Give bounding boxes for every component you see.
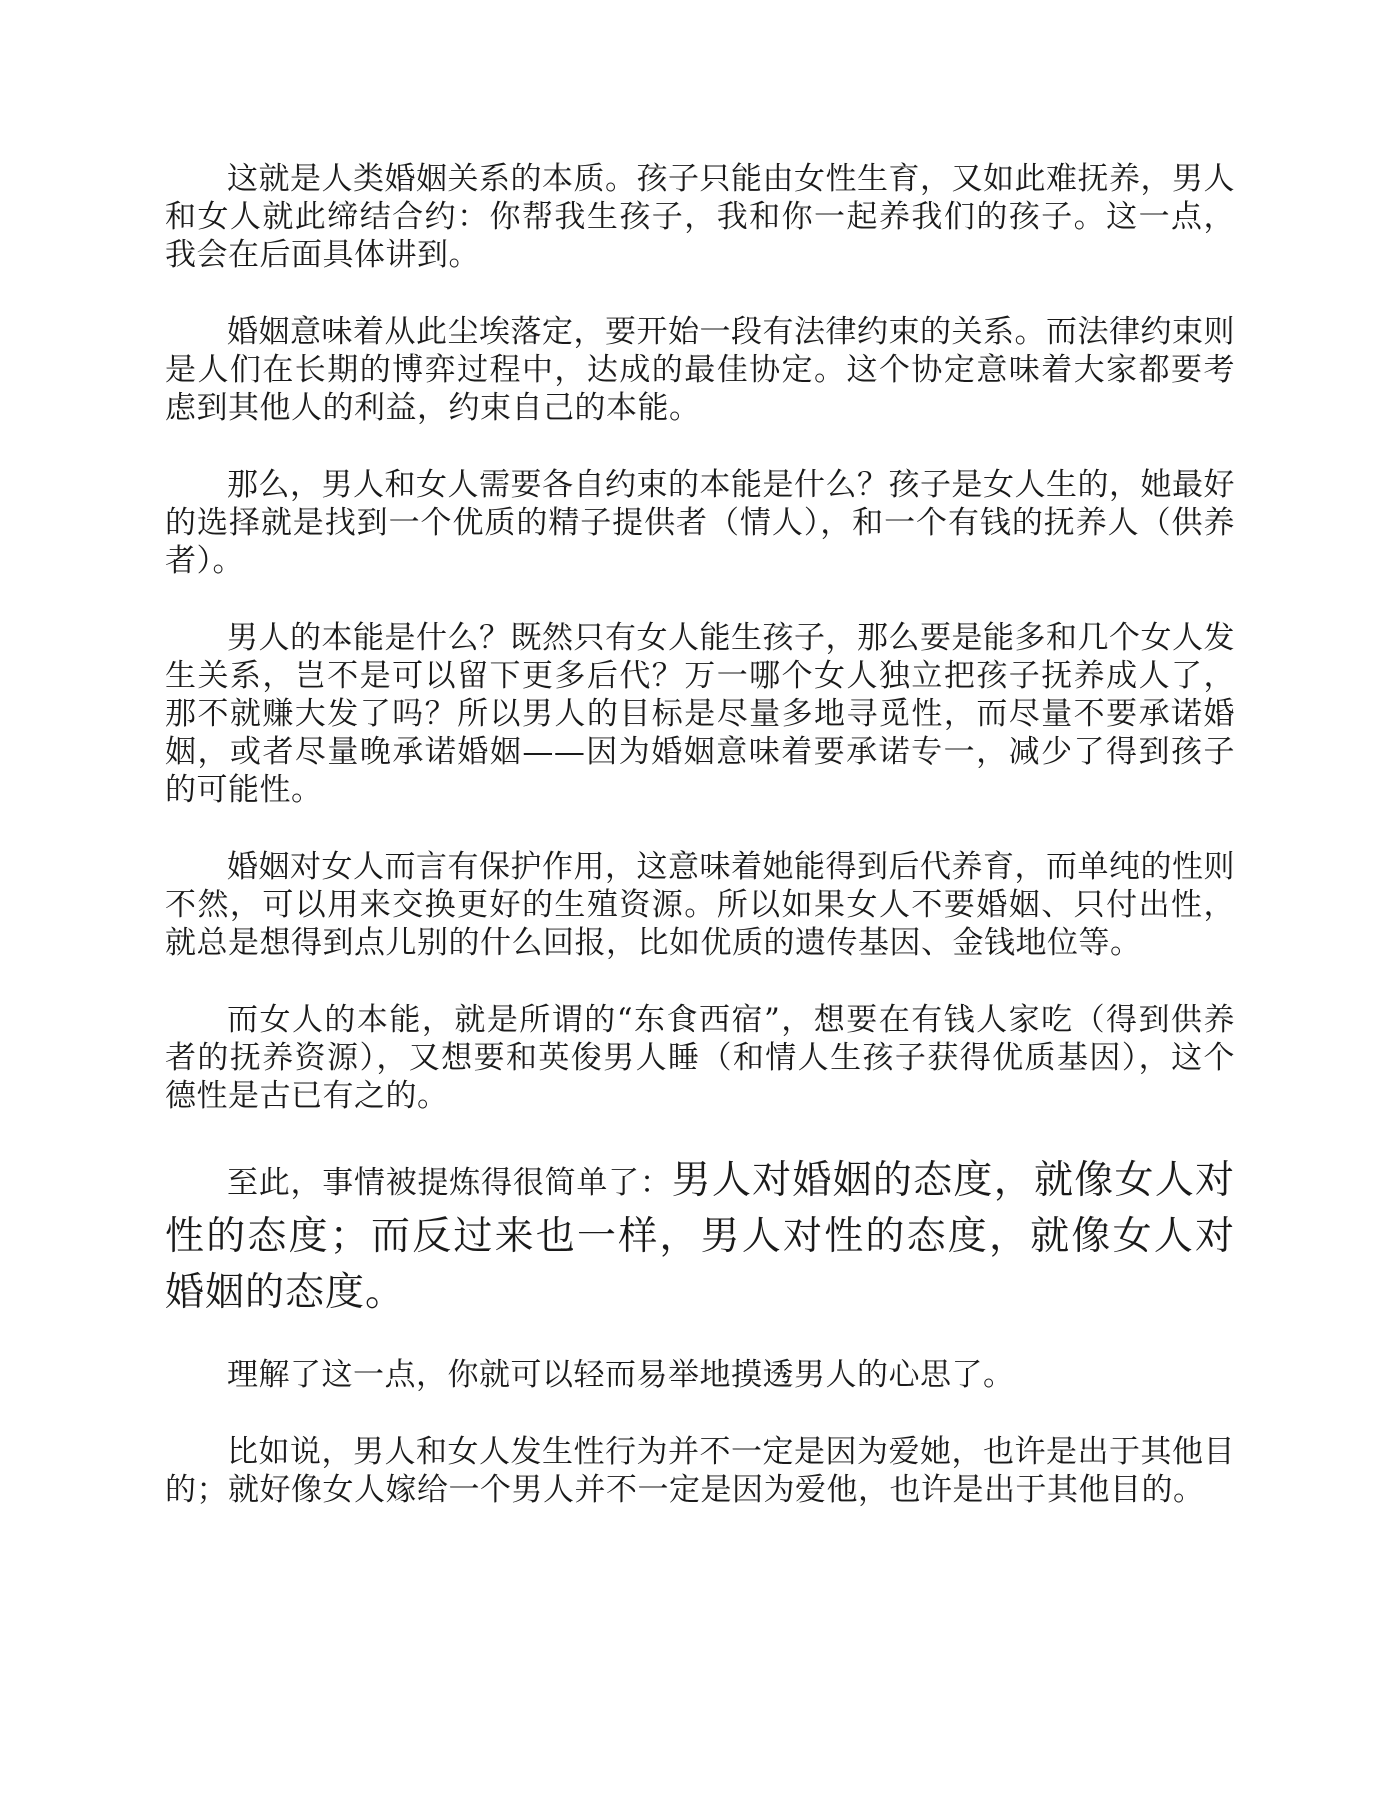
- paragraph-5: 婚姻对女人而言有保护作用，这意味着她能得到后代养育，而单纯的性则不然，可以用来交换更好的生殖资源。所以如果女人不要婚姻、只付出性，就总是想得到点儿别的什么回报，比如优质的遗传基因、金钱地位等。: [165, 849, 1235, 961]
- paragraph-3: 那么，男人和女人需要各自约束的本能是什么？孩子是女人生的，她最好的选择就是找到一个优质的精子提供者（情人），和一个有钱的抚养人（供养者）。: [165, 467, 1235, 579]
- document-page: [165, 160, 1235, 1548]
- key-point-emphasis: 男人对婚姻的态度，就像女人对性的态度；而反过来也一样，男人对性的态度，就像女人对婚姻的态度。: [165, 1158, 1235, 1315]
- paragraph-4: 男人的本能是什么？既然只有女人能生孩子，那么要是能多和几个女人发生关系，岂不是可以留下更多后代？万一哪个女人独立把孩子抚养成人了，那不就赚大发了吗？所以男人的目标是尽量多地寻觅性，而尽量不要承诺婚姻，或者尽量晚承诺婚姻——因为婚姻意味着要承诺专一，减少了得到孩子的可能性。: [165, 620, 1235, 808]
- key-point-lead: 至此，事情被提炼得很简单了：: [227, 1165, 672, 1201]
- paragraph-9: 比如说，男人和女人发生性行为并不一定是因为爱她，也许是出于其他目的；就好像女人嫁给一个男人并不一定是因为爱他，也许是出于其他目的。: [165, 1434, 1235, 1508]
- paragraph-8: 理解了这一点，你就可以轻而易举地摸透男人的心思了。: [227, 1357, 1015, 1393]
- paragraph-2: 婚姻意味着从此尘埃落定，要开始一段有法律约束的关系。而法律约束则是人们在长期的博弈过程中，达成的最佳协定。这个协定意味着大家都要考虑到其他人的利益，约束自己的本能。: [165, 314, 1235, 426]
- paragraph-6: 而女人的本能，就是所谓的“东食西宿”，想要在有钱人家吃（得到供养者的抚养资源），又想要和英俊男人睡（和情人生孩子获得优质基因），这个德性是古已有之的。: [165, 1002, 1235, 1114]
- paragraph-1: 这就是人类婚姻关系的本质。孩子只能由女性生育，又如此难抚养，男人和女人就此缔结合约：你帮我生孩子，我和你一起养我们的孩子。这一点，我会在后面具体讲到。: [165, 161, 1235, 273]
- paragraph-7-key-point: [165, 1154, 1235, 1322]
